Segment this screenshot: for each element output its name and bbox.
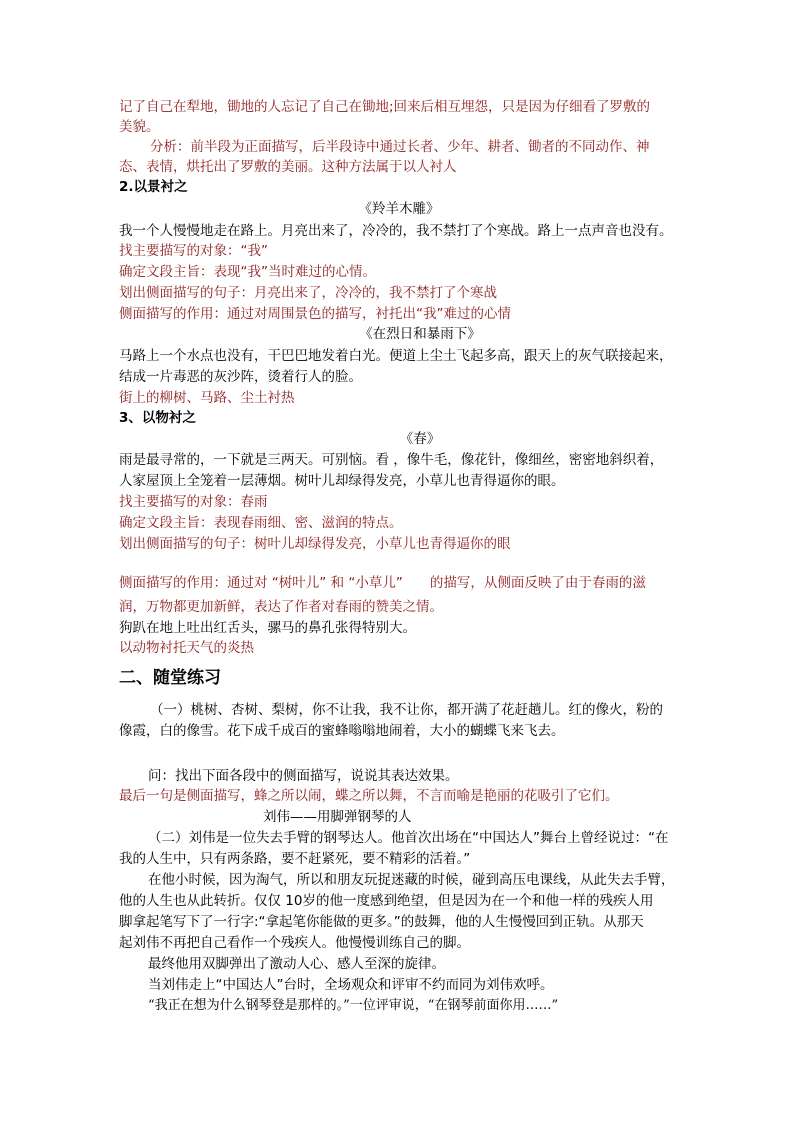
exercise-text: “我正在想为什么钢琴登是那样的。”一位评审说，“在钢琴前面你用……”	[148, 998, 559, 1013]
exercise-text: 他的人生也从此转折。仅仅 10岁的他一度感到绝望，但是因为在一个和他一样的残疾人用	[119, 893, 654, 909]
excerpt-title: 《在烈日和暴雨下》	[359, 326, 481, 342]
exercise-text: 我的人生中，只有两条路，要不赶紧死，要不精彩的活着。”	[119, 851, 471, 867]
analysis-paragraph: 分析：前半段为正面描写，后半段诗中通过长者、少年、耕者、锄者的不同动作、神	[150, 139, 650, 155]
text-line: 确定文段主旨：表现“我”当时难过的心情。	[119, 264, 376, 280]
excerpt-text: 我一个人慢慢地走在路上。月亮出来了，冷冷的，我不禁打了个寒战。路上一点声音也没有。	[119, 223, 673, 239]
practice-heading: 二、随堂练习	[119, 668, 221, 688]
text-line: 美貌。	[119, 119, 160, 135]
exercise-text: 当刘伟走上“中国达人”台时，全场观众和评审不约而同为刘伟欢呼。	[148, 977, 554, 993]
excerpt-title: 《羚羊木雕》	[358, 201, 440, 217]
passage-title: 刘伟——用脚弹钢琴的人	[263, 809, 412, 825]
exercise-text: （二）刘伟是一位失去手臂的钢琴达人。他首次出场在“中国达人”舞台上曾经说过：“在	[148, 830, 669, 846]
text-line: 侧面描写的作用：通过对周围景色的描写，衬托出“我”难过的心情	[119, 306, 511, 322]
excerpt-text: 结成一片毒恶的灰沙阵，烫着行人的脸。	[119, 369, 362, 385]
exercise-text: 最终他用双脚弹出了激动人心、感人至深的旋律。	[148, 956, 445, 972]
excerpt-text: 马路上一个水点也没有，干巴巴地发着白光。便道上尘土飞起多高，跟天上的灰气联接起来，	[119, 348, 673, 364]
exercise-text: 脚拿起笔写下了一行字:“拿起笔你能做的更多。”的鼓舞，他的人生慢慢回到正轨。从那天	[119, 914, 644, 930]
text-line: 街上的柳树、马路、尘土衬热	[119, 390, 295, 406]
section-heading: 2.以景衬之	[119, 179, 188, 195]
text-line: 润，万物都更加新鲜，表达了作者对春雨的赞美之情。	[119, 599, 443, 615]
section-heading: 3、以物衬之	[119, 410, 196, 426]
excerpt-text: 雨是最寻常的，一下就是三两天。可别恼。看 ，像牛毛，像花针，像细丝，密密地斜织着，	[119, 452, 664, 468]
text-line: 记了自己在犁地，锄地的人忘记了自己在锄地;回来后相互埋怨，只是因为仔细看了罗敷的	[119, 99, 651, 115]
exercise-text: 起刘伟不再把自己看作一个残疾人。他慢慢训练自己的脚。	[119, 935, 470, 951]
answer-text: 最后一句是侧面描写，蜂之所以闹，蝶之所以舞，不言而喻是艳丽的花吸引了它们。	[119, 788, 619, 804]
exercise-text: 在他小时候，因为淘气，所以和朋友玩捉迷藏的时候，碰到高压电课线，从此失去手臂，	[148, 872, 675, 888]
text-line: 划出侧面描写的句子：月亮出来了，冷冷的，我不禁打了个寒战	[119, 285, 497, 301]
text-line: 划出侧面描写的句子：树叶儿却绿得发亮，小草儿也青得逼你的眼	[119, 536, 511, 552]
excerpt-text: 人家屋顶上全笼着一层薄烟。树叶儿却绿得发亮，小草儿也青得逼你的眼。	[119, 473, 565, 489]
question-text: 问：找出下面各段中的侧面描写，说说其表达效果。	[148, 768, 459, 784]
text-line: 态、表情，烘托出了罗敷的美丽。这种方法属于以人衬人	[119, 159, 457, 175]
excerpt-title: 《春》	[399, 431, 441, 447]
text-line: 找主要描写的对象：春雨	[119, 494, 268, 510]
text-line: 找主要描写的对象：“我”	[119, 243, 268, 259]
text-line: 确定文段主旨：表现春雨细、密、滋润的特点。	[119, 515, 403, 531]
exercise-text: 像霞，白的像雪。花下成千成百的蜜蜂嗡嗡地闹着，大小的蝴蝶飞来飞去。	[119, 723, 565, 739]
text-line: 侧面描写的作用：通过对 “树叶儿” 和 “小草儿” 的描写，从侧面反映了由于春雨的滋	[119, 575, 646, 591]
exercise-text: （一）桃树、杏树、梨树，你不让我，我不让你，都开满了花赶趟儿。红的像火，粉的	[150, 702, 663, 718]
text-line: 以动物衬托天气的炎热	[119, 640, 254, 656]
text-line: 狗趴在地上吐出红舌头，骡马的鼻孔张得特别大。	[119, 620, 416, 636]
